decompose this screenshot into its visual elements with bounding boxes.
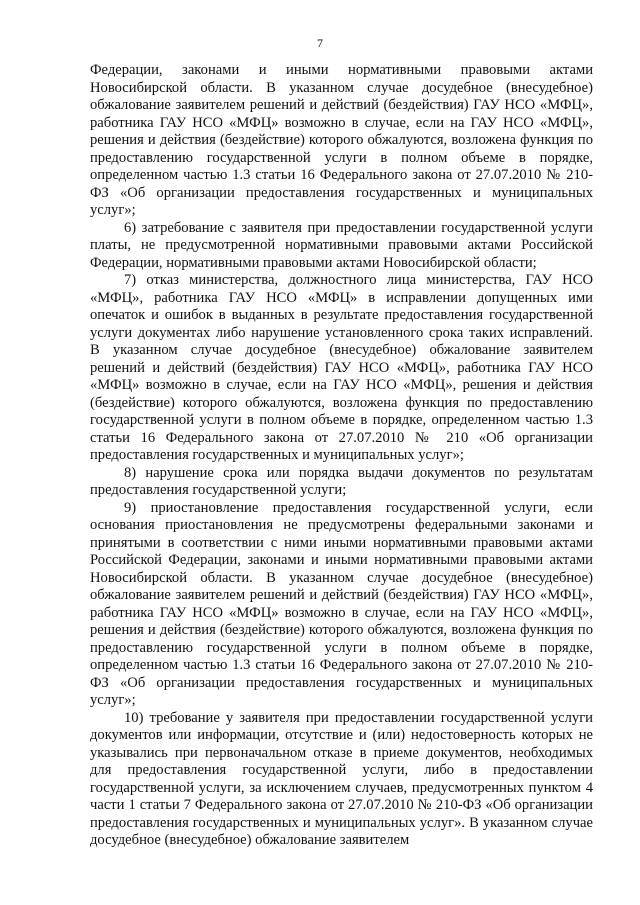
document-body (90, 62, 593, 850)
page-number: 7 (317, 36, 323, 50)
paragraph-continuation: Федерации, законами и иными нормативными правовыми актами Новосибирской области. В указанном случае досудебное (внесудебное) обжалование заявителем решений и действий (бездействия) ГАУ НСО «МФЦ», работника ГАУ НСО «МФЦ» возможно в случае, если на ГАУ НСО «МФЦ», решения и действия (бездействие) которого обжалуются, возложена функция по предоставлению государственной услуги в полном объеме в порядке, определенном частью 1.3 статьи 16 Федерального закона от 27.07.2010 № 210-ФЗ «Об организации предоставления государственных и муниципальных услуг»; (90, 62, 593, 218)
paragraph-item-7: 7) отказ министерства, должностного лица министерства, ГАУ НСО «МФЦ», работника ГАУ НСО «МФЦ» в исправлении допущенных ими опечаток и ошибок в выданных в результате предоставления государственной услуги документах либо нарушение установленного срока таких исправлений. В указанном случае досудебное (внесудебное) обжалование заявителем решений и действий (бездействия) ГАУ НСО «МФЦ», работника ГАУ НСО «МФЦ» возможно в случае, если на ГАУ НСО «МФЦ», решения и действия (бездействие) которого обжалуются, возложена функция по предоставлению государственной услуги в полном объеме в порядке, определенном частью 1.3 статьи 16 Федерального закона от 27.07.2010 № 210 «Об организации предоставления государственных и муниципальных услуг»; (90, 272, 593, 463)
paragraph-item-10: 10) требование у заявителя при предоставлении государственной услуги документов или информации, отсутствие и (или) недостоверность которых не указывались при первоначальном отказе в приеме документов, необходимых для предоставления государственной услуги, либо в предоставлении государственной услуги, за исключением случаев, предусмотренных пунктом 4 части 1 статьи 7 Федерального закона от 27.07.2010 № 210-ФЗ «Об организации предоставления государственных и муниципальных услуг». В указанном случае досудебное (внесудебное) обжалование заявителем (90, 709, 593, 848)
paragraph-item-9: 9) приостановление предоставления государственной услуги, если основания приостановления не предусмотрены федеральными законами и принятыми в соответствии с ними иными нормативными правовыми актами Российской Федерации, законами и иными нормативными правовыми актами Новосибирской области. В указанном случае досудебное (внесудебное) обжалование заявителем решений и действий (бездействия) ГАУ НСО «МФЦ», работника ГАУ НСО «МФЦ» возможно в случае, если на ГАУ НСО «МФЦ», решения и действия (бездействие) которого обжалуются, возложена функция по предоставлению государственной услуги в полном объеме в порядке, определенном частью 1.3 статьи 16 Федерального закона от 27.07.2010 № 210-ФЗ «Об организации предоставления государственных и муниципальных услуг»; (90, 499, 593, 708)
paragraph-item-8: 8) нарушение срока или порядка выдачи документов по результатам предоставления государственной услуги; (90, 464, 593, 498)
paragraph-item-6: 6) затребование с заявителя при предоставлении государственной услуги платы, не предусмотренной нормативными правовыми актами Российской Федерации, нормативными правовыми актами Новосибирской области; (90, 219, 593, 271)
